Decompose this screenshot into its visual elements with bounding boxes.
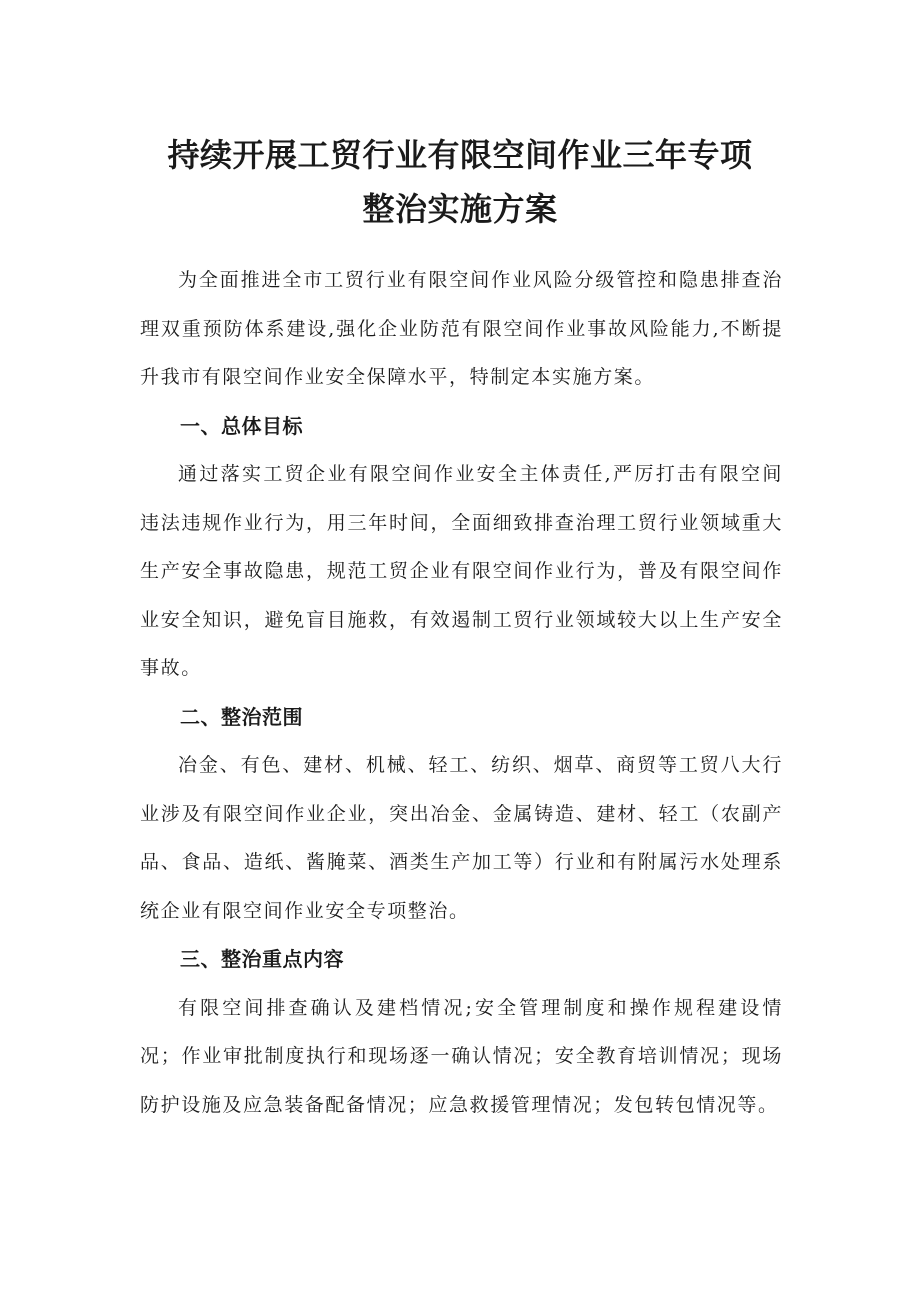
intro-paragraph: 为全面推进全市工贸行业有限空间作业风险分级管控和隐患排查治理双重预防体系建设,强化企业防范有限空间作业事故风险能力,不断提升我市有限空间作业安全保障水平，特制定本实施方案。 bbox=[140, 269, 783, 388]
document-title bbox=[120, 128, 800, 236]
document-body bbox=[140, 256, 783, 1129]
section-body-scope: 冶金、有色、建材、机械、轻工、纺织、烟草、商贸等工贸八大行业涉及有限空间作业企业，突出冶金、金属铸造、建材、轻工（农副产品、食品、造纸、酱腌菜、酒类生产加工等）行业和有附属污水处理系统企业有限空间作业安全专项整治。 bbox=[140, 754, 783, 922]
title-line-2: 整治实施方案 bbox=[362, 190, 558, 228]
title-line-1: 持续开展工贸行业有限空间作业三年专项 bbox=[167, 136, 753, 174]
section-heading-key-content: 三、整治重点内容 bbox=[180, 947, 344, 971]
section-heading-goals: 一、总体目标 bbox=[180, 413, 303, 438]
section-body-goals: 通过落实工贸企业有限空间作业安全主体责任,严厉打击有限空间违法违规作业行为，用三年时间，全面细致排查治理工贸行业领域重大生产安全事故隐患，规范工贸企业有限空间作业行为，普及有限空间作业安全知识，避免盲目施救，有效遏制工贸行业领域较大以上生产安全事故。 bbox=[140, 463, 783, 679]
section-body-key-content: 有限空间排查确认及建档情况;安全管理制度和操作规程建设情况；作业审批制度执行和现场逐一确认情况；安全教育培训情况；现场防护设施及应急装备配备情况；应急救援管理情况；发包转包情况等。 bbox=[140, 996, 783, 1116]
section-heading-scope: 二、整治范围 bbox=[180, 704, 303, 729]
